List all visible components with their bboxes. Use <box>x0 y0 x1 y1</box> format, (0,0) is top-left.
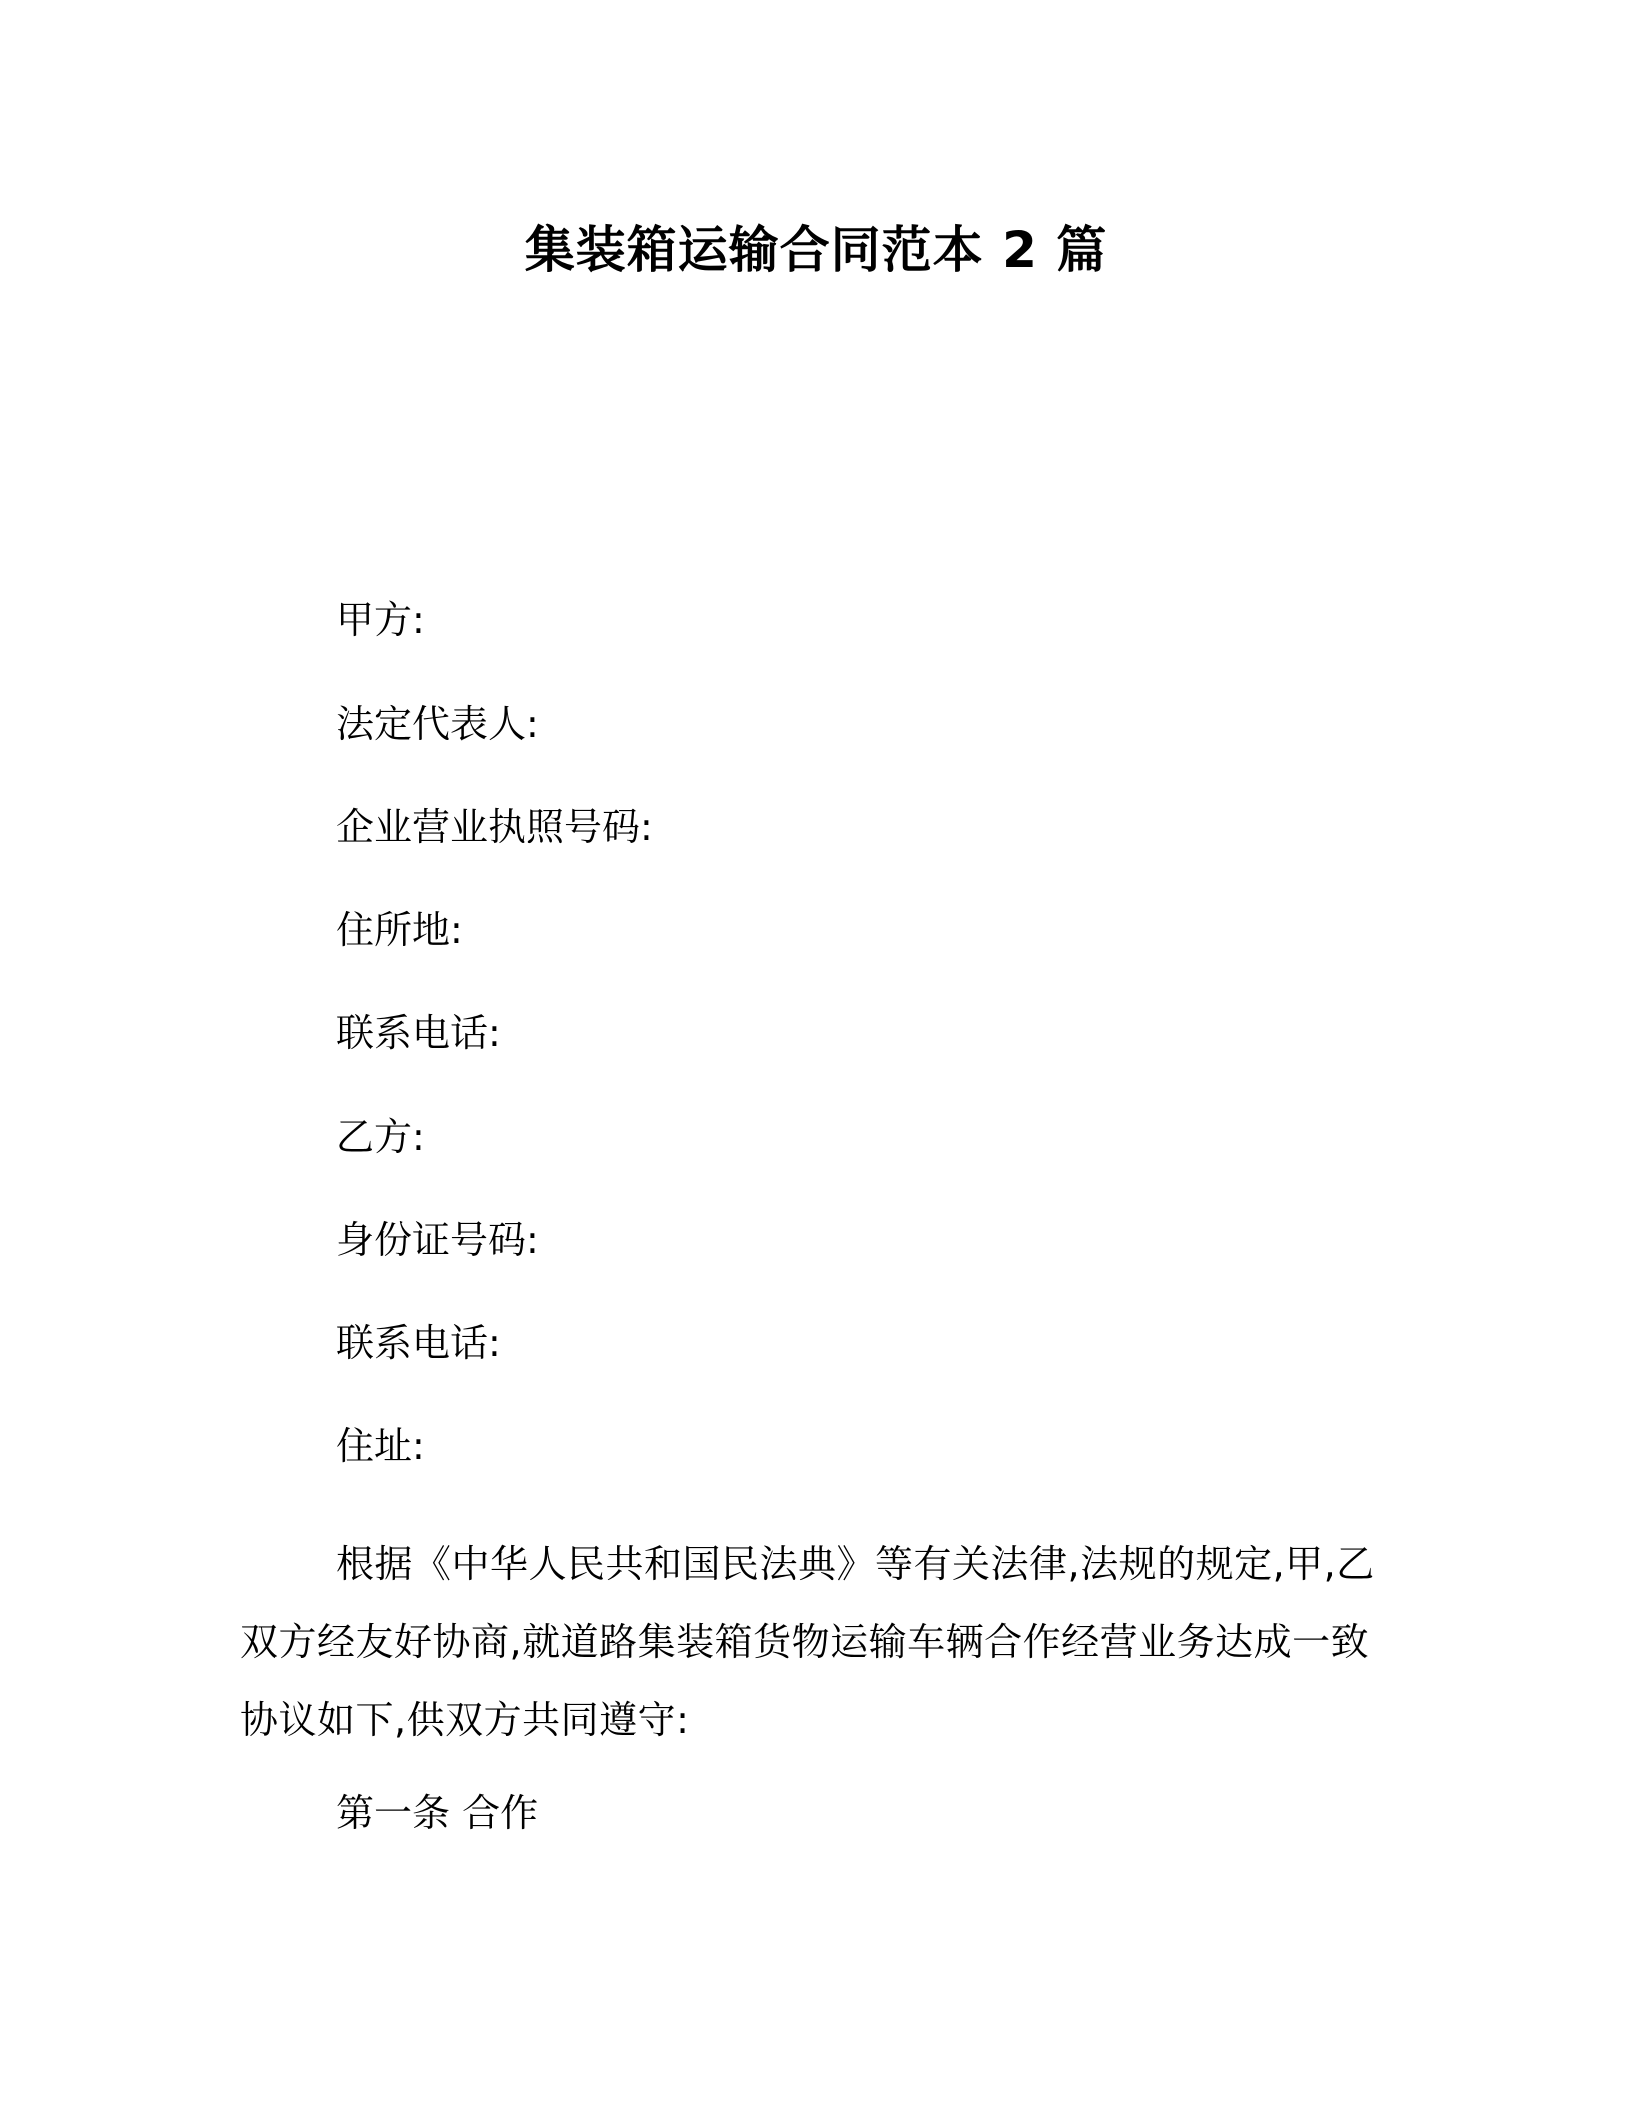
business-license-label: 企业营业执照号码: <box>336 805 653 849</box>
address-label: 住址: <box>336 1424 425 1468</box>
domicile-label: 住所地: <box>336 908 463 952</box>
party-b-phone-label: 联系电话: <box>336 1321 501 1365</box>
document-title: 集装箱运输合同范本 2 篇 <box>524 221 1108 279</box>
party-a-label: 甲方: <box>336 598 425 642</box>
party-b-label: 乙方: <box>336 1115 425 1159</box>
preamble-paragraph: 根据《中华人民共和国民法典》等有关法律,法规的规定,甲,乙双方经友好协商,就道路集装箱货物运输车辆合作经营业务达成一致协议如下,供双方共同遵守: <box>240 1542 1375 1742</box>
article-1-heading: 第一条 合作 <box>336 1791 539 1835</box>
legal-representative-label: 法定代表人: <box>336 702 539 746</box>
party-a-phone-label: 联系电话: <box>336 1011 501 1055</box>
id-number-label: 身份证号码: <box>336 1218 539 1262</box>
